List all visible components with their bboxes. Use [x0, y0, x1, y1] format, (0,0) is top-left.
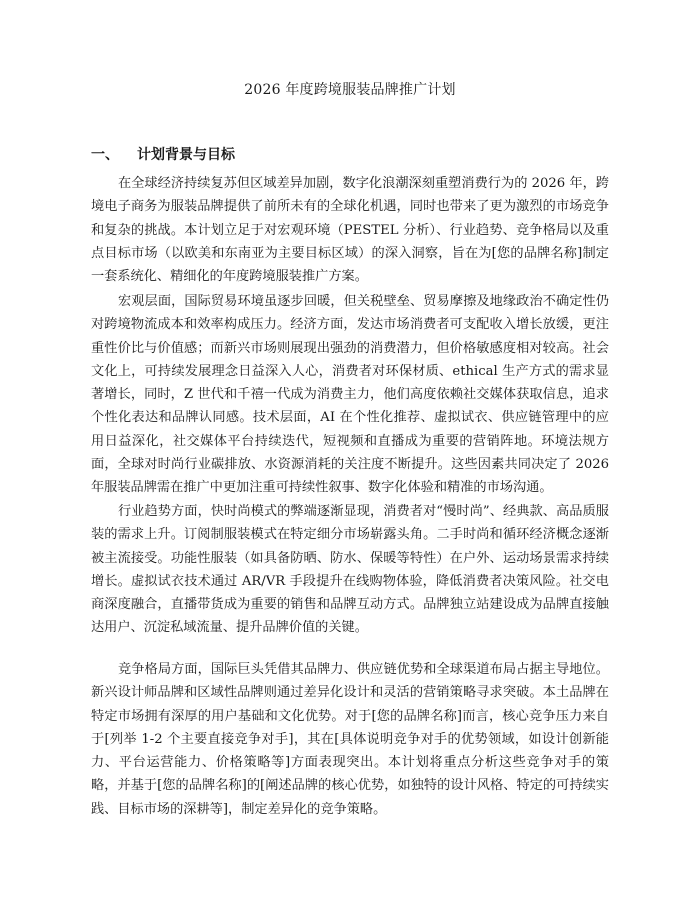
paragraph-macro-environment: 宏观层面，国际贸易环境虽逐步回暖，但关税壁垒、贸易摩擦及地缘政治不确定性仍对跨境物流成本和效率构成压力。经济方面，发达市场消费者可支配收入增长放缓，更注重性价比与价值感；而新兴市场则展现出强劲的消费潜力，但价格敏感度相对较高。社会文化上，可持续发展理念日益深入人心，消费者对环保材质、ethical 生产方式的需求显著增长，同时，Z 世代和千禧一代成为消费主力，他们高度依赖社交媒体获取信息，追求个性化表达和品牌认同感。技术层面，AI 在个性化推荐、虚拟试衣、供应链管理中的应用日益深化，社交媒体平台持续迭代，短视频和直播成为重要的营销阵地。环境法规方面，全球对时尚行业碳排放、水资源消耗的关注度不断提升。这些因素共同决定了 2026 年服装品牌需在推广中更加注重可持续性叙事、数字化体验和精准的市场沟通。: [91, 294, 609, 496]
paragraph-competition: 竞争格局方面，国际巨头凭借其品牌力、供应链优势和全球渠道布局占据主导地位。新兴设计师品牌和区域性品牌则通过差异化设计和灵活的营销策略寻求突破。本土品牌在特定市场拥有深厚的用户基础和文化优势。对于[您的品牌名称]而言，核心竞争压力来自于[列举 1-2 个主要直接竞争对手]，其在[具体说明竞争对手的优势领域，如设计创新能力、平台运营能力、价格策略等]方面表现突出。本计划将重点分析这些竞争对手的策略，并基于[您的品牌名称]的[阐述品牌的核心优势，如独特的设计风格、特定的可持续实践、目标市场的深耕等]，制定差异化的竞争策略。: [91, 662, 609, 817]
section-heading-text: 计划背景与目标: [137, 147, 235, 163]
paragraph-background: 在全球经济持续复苏但区域差异加剧，数字化浪潮深刻重塑消费行为的 2026 年，跨境电子商务为服装品牌提供了前所未有的全球化机遇，同时也带来了更为激烈的市场竞争和复杂的挑战。本计划立足于对宏观环境（PESTEL 分析）、行业趋势、竞争格局以及重点目标市场（以欧美和东南亚为主要目标区域）的深入洞察，旨在为[您的品牌名称]制定一套系统化、精细化的年度跨境服装推广方案。: [91, 176, 609, 285]
section-heading: [91, 145, 235, 165]
document-title: 2026 年度跨境服装品牌推广计划: [244, 82, 456, 98]
section-number: 一、: [91, 147, 119, 163]
paragraph-industry-trends: 行业趋势方面，快时尚模式的弊端逐渐显现，消费者对“慢时尚”、经典款、高品质服装的需求上升。订阅制服装模式在特定细分市场崭露头角。二手时尚和循环经济概念逐渐被主流接受。功能性服装（如具备防晒、防水、保暖等特性）在户外、运动场景需求持续增长。虚拟试衣技术通过 AR/VR 手段提升在线购物体验，降低消费者决策风险。社交电商深度融合，直播带货成为重要的销售和品牌互动方式。品牌独立站建设成为品牌直接触达用户、沉淀私域流量、提升品牌价值的关键。: [91, 504, 609, 636]
